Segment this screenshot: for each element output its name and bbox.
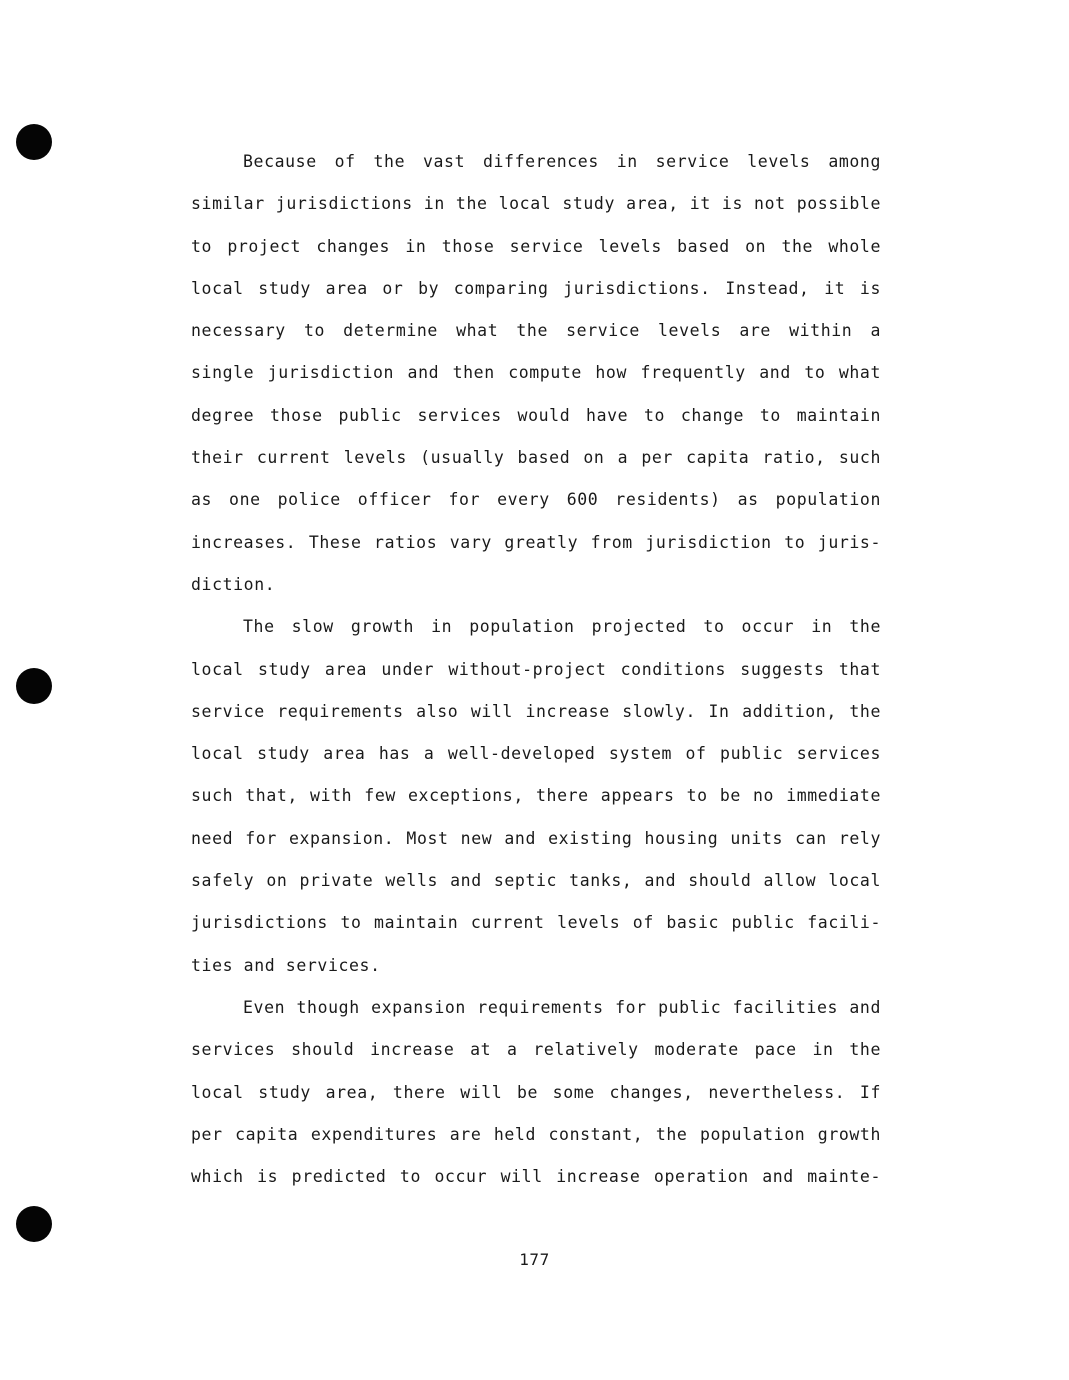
text-line: The slow growth in population projected to occur in the [243, 617, 881, 637]
text-line: jurisdictions to maintain current levels of basic public facili- [191, 913, 881, 933]
text-line: increases. These ratios vary greatly from jurisdiction to juris- [191, 532, 881, 552]
binder-hole [16, 124, 52, 160]
text-line: service requirements also will increase slowly. In addition, the [191, 701, 881, 721]
text-line: local study area has a well-developed system of public services [191, 744, 881, 764]
text-line: their current levels (usually based on a per capita ratio, such [191, 448, 881, 468]
text-line: local study area, there will be some changes, nevertheless. If [191, 1082, 881, 1102]
binder-hole [16, 668, 52, 704]
text-line: services should increase at a relatively moderate pace in the [191, 1040, 881, 1060]
text-line: degree those public services would have to change to maintain [191, 405, 881, 425]
text-line: safely on private wells and septic tanks, and should allow local [191, 871, 881, 891]
text-line: diction. [191, 574, 276, 594]
body-text [191, 141, 881, 1198]
text-line: ties and services. [191, 955, 381, 975]
text-line: single jurisdiction and then compute how frequently and to what [191, 363, 881, 383]
text-line: necessary to determine what the service levels are within a [191, 321, 881, 341]
text-line: similar jurisdictions in the local study area, it is not possible [191, 194, 881, 214]
text-line: which is predicted to occur will increase operation and mainte- [191, 1167, 881, 1187]
text-line: per capita expenditures are held constant, the population growth [191, 1124, 881, 1144]
binder-hole [16, 1206, 52, 1242]
page-number: 177 [519, 1250, 550, 1269]
text-line: local study area under without-project conditions suggests that [191, 659, 881, 679]
text-line: Even though expansion requirements for public facilities and [243, 997, 881, 1017]
text-line: to project changes in those service levels based on the whole [191, 236, 881, 256]
text-line: as one police officer for every 600 residents) as population [191, 490, 881, 510]
text-line: such that, with few exceptions, there appears to be no immediate [191, 786, 881, 806]
text-line: need for expansion. Most new and existing housing units can rely [191, 828, 881, 848]
text-line: local study area or by comparing jurisdictions. Instead, it is [191, 278, 881, 298]
text-line: Because of the vast differences in service levels among [243, 152, 881, 171]
